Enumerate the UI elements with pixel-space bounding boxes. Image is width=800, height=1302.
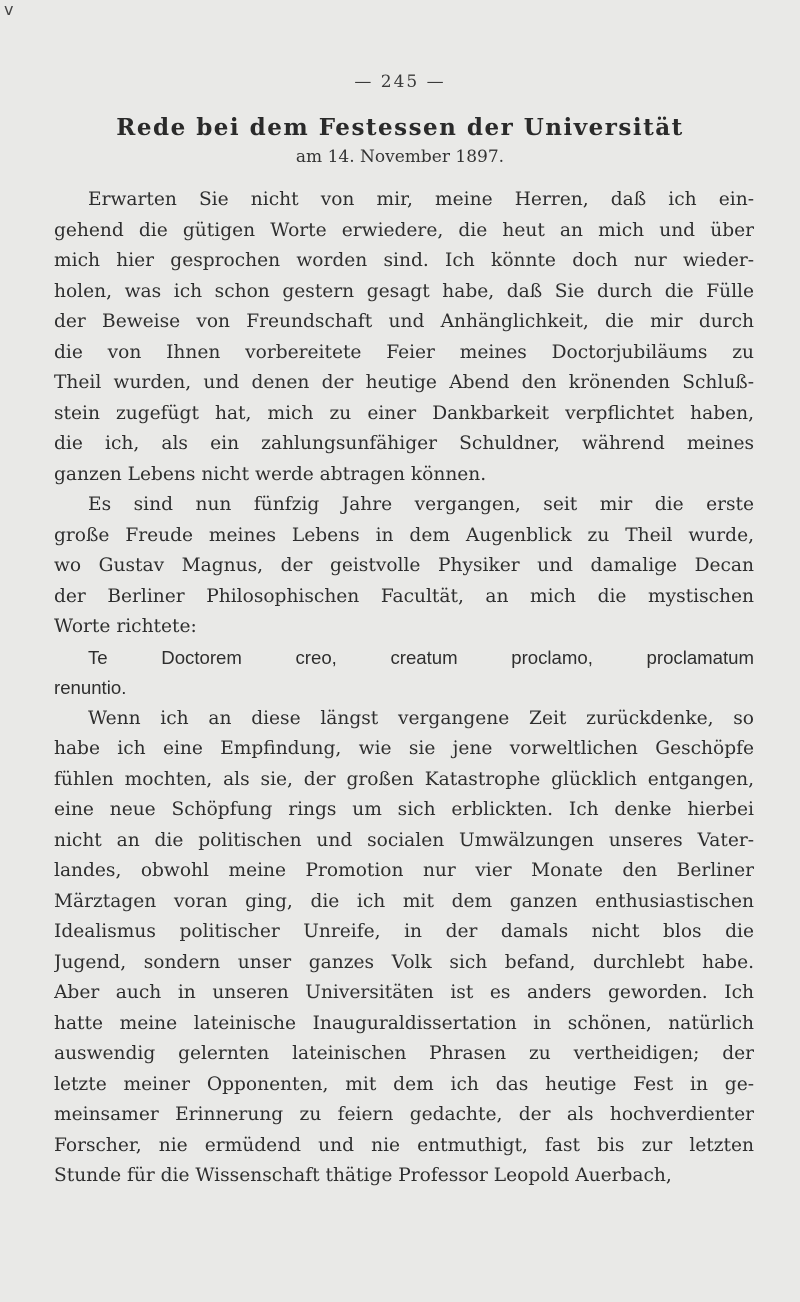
- text-line: Jugend, sondern unser ganzes Volk sich befand, durchlebt habe.: [54, 951, 754, 973]
- text-line: stein zugefügt hat, mich zu einer Dankbarkeit verpflichtet haben,: [54, 402, 754, 424]
- text-line: die ich, als ein zahlungsunfähiger Schuldner, während meines: [54, 433, 754, 454]
- corner-mark: v: [4, 0, 14, 19]
- text-line: Idealismus politischer Unreife, in der damals nicht blos die: [54, 921, 754, 942]
- text-line: gehend die gütigen Worte erwiedere, die heut an mich und über: [54, 219, 754, 241]
- text-line: habe ich eine Empfindung, wie sie jene vorweltlichen Geschöpfe: [54, 738, 754, 759]
- text-line: holen, was ich schon gestern gesagt habe, daß Sie durch die Fülle: [54, 280, 754, 302]
- text-line: Erwarten Sie nicht von mir, meine Herren, daß ich ein-: [88, 189, 754, 210]
- text-line: Es sind nun fünfzig Jahre vergangen, seit mir die erste: [88, 494, 754, 515]
- paragraph: [54, 185, 754, 490]
- page-number: — 245 —: [354, 72, 446, 92]
- text-line: meinsamer Erinnerung zu feiern gedachte, der als hochverdienter: [54, 1104, 754, 1125]
- text-line: der Beweise von Freundschaft und Anhänglichkeit, die mir durch: [54, 311, 754, 332]
- text-line: Wenn ich an diese längst vergangene Zeit zurückdenke, so: [88, 707, 754, 729]
- text-line: Aber auch in unseren Universitäten ist es anders geworden. Ich: [54, 982, 754, 1003]
- text-line: große Freude meines Lebens in dem Augenblick zu Theil wurde,: [54, 524, 754, 546]
- speech-date: am 14. November 1897.: [295, 147, 505, 167]
- latin-quote: [54, 643, 754, 704]
- text-line: landes, obwohl meine Promotion nur vier Monate den Berliner: [54, 860, 754, 881]
- text-line: der Berliner Philosophischen Facultät, an mich die mystischen: [54, 585, 754, 607]
- speech-body: [54, 185, 754, 1192]
- text-line: die von Ihnen vorbereitete Feier meines Doctorjubiläums zu: [54, 341, 754, 363]
- speech-title: Rede bei dem Festessen der Universität: [116, 114, 684, 141]
- text-line: letzte meiner Opponenten, mit dem ich das heutige Fest in ge-: [54, 1073, 754, 1095]
- text-line: mich hier gesprochen worden sind. Ich könnte doch nur wieder-: [54, 250, 754, 271]
- text-line: Te Doctorem creo, creatum proclamo, proclamatum: [88, 646, 754, 668]
- text-line: fühlen mochten, als sie, der großen Katastrophe glücklich entgangen,: [54, 768, 754, 790]
- text-line: Theil wurden, und denen der heutige Abend den krönenden Schluß-: [54, 372, 754, 393]
- text-line: nicht an die politischen und socialen Umwälzungen unseres Vater-: [54, 829, 754, 851]
- text-line: hatte meine lateinische Inauguraldissertation in schönen, natürlich: [54, 1012, 754, 1034]
- paragraph: [54, 704, 754, 1192]
- text-line: eine neue Schöpfung rings um sich erblickten. Ich denke hierbei: [54, 799, 754, 820]
- text-line: Stunde für die Wissenschaft thätige Professor Leopold Auerbach,: [54, 1165, 672, 1186]
- paragraph: [54, 490, 754, 643]
- text-line: Märztagen voran ging, die ich mit dem ganzen enthusiastischen: [54, 890, 754, 912]
- text-line: ganzen Lebens nicht werde abtragen können.: [54, 463, 487, 485]
- text-line: Worte richtete:: [54, 616, 197, 637]
- text-line: renuntio.: [54, 677, 127, 698]
- text-line: auswendig gelernten lateinischen Phrasen zu vertheidigen; der: [54, 1043, 754, 1064]
- text-line: wo Gustav Magnus, der geistvolle Physiker und damalige Decan: [54, 555, 754, 576]
- text-line: Forscher, nie ermüdend und nie entmuthigt, fast bis zur letzten: [54, 1134, 754, 1156]
